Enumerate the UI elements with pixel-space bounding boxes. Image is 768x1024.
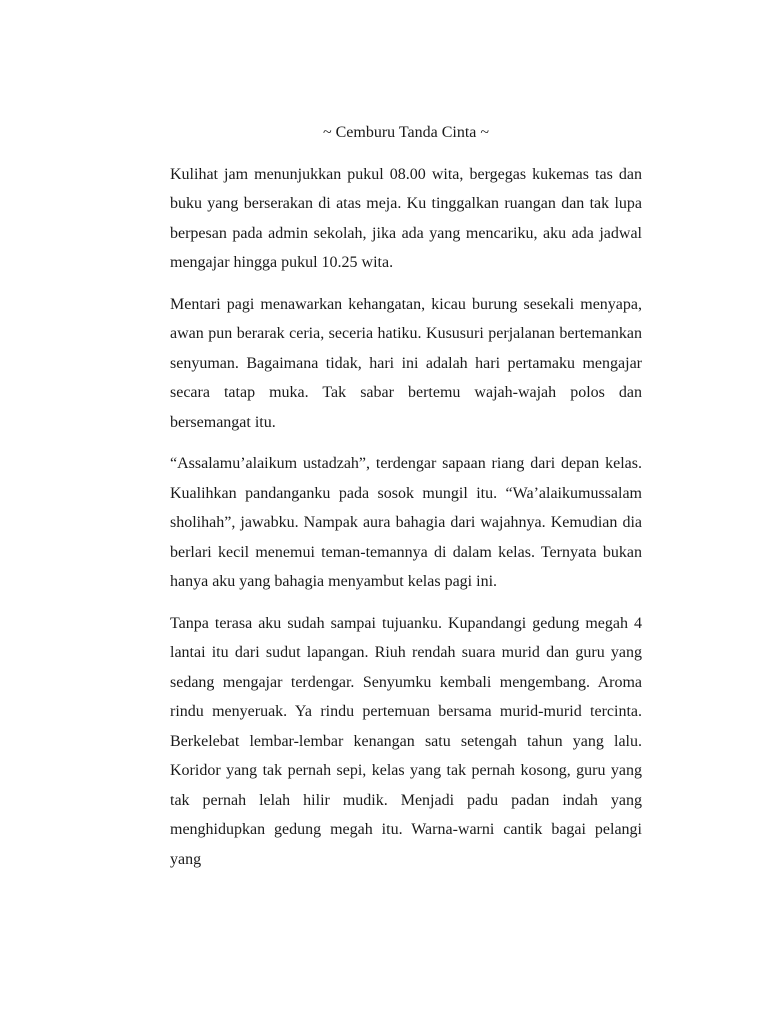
paragraph-4: Tanpa terasa aku sudah sampai tujuanku. Kupandangi gedung megah 4 lantai itu dari sudut lapangan. Riuh rendah suara murid dan guru yang sedang mengajar terdengar. Senyumku kembali mengembang. Aroma rindu menyeruak. Ya rindu pertemuan bersama murid-murid tercinta. Berkelebat lembar-lembar kenangan satu setengah tahun yang lalu. Koridor yang tak pernah sepi, kelas yang tak pernah kosong, guru yang tak pernah lelah hilir mudik. Menjadi padu padan indah yang menghidupkan gedung megah itu. Warna-warni cantik bagai pelangi yang bbox=[170, 614, 642, 868]
paragraph-2: Mentari pagi menawarkan kehangatan, kicau burung sesekali menyapa, awan pun berarak ceria, seceria hatiku. Kususuri perjalanan bertemankan senyuman. Bagaimana tidak, hari ini adalah hari pertamaku mengajar secara tatap muka. Tak sabar bertemu wajah-wajah polos dan bersemangat itu. bbox=[170, 295, 642, 431]
document-body bbox=[170, 118, 642, 886]
paragraph-1: Kulihat jam menunjukkan pukul 08.00 wita, bergegas kukemas tas dan buku yang berserakan di atas meja. Ku tinggalkan ruangan dan tak lupa berpesan pada admin sekolah, jika ada yang mencariku, aku ada jadwal mengajar hingga pukul 10.25 wita. bbox=[170, 165, 642, 271]
paragraph-3: “Assalamu’alaikum ustadzah”, terdengar sapaan riang dari depan kelas. Kualihkan pandanganku pada sosok mungil itu. “Wa’alaikumussalam sholihah”, jawabku. Nampak aura bahagia dari wajahnya. Kemudian dia berlari kecil menemui teman-temannya di dalam kelas. Ternyata bukan hanya aku yang bahagia menyambut kelas pagi ini. bbox=[170, 455, 642, 590]
story-title: ~ Cemburu Tanda Cinta ~ bbox=[322, 124, 490, 141]
